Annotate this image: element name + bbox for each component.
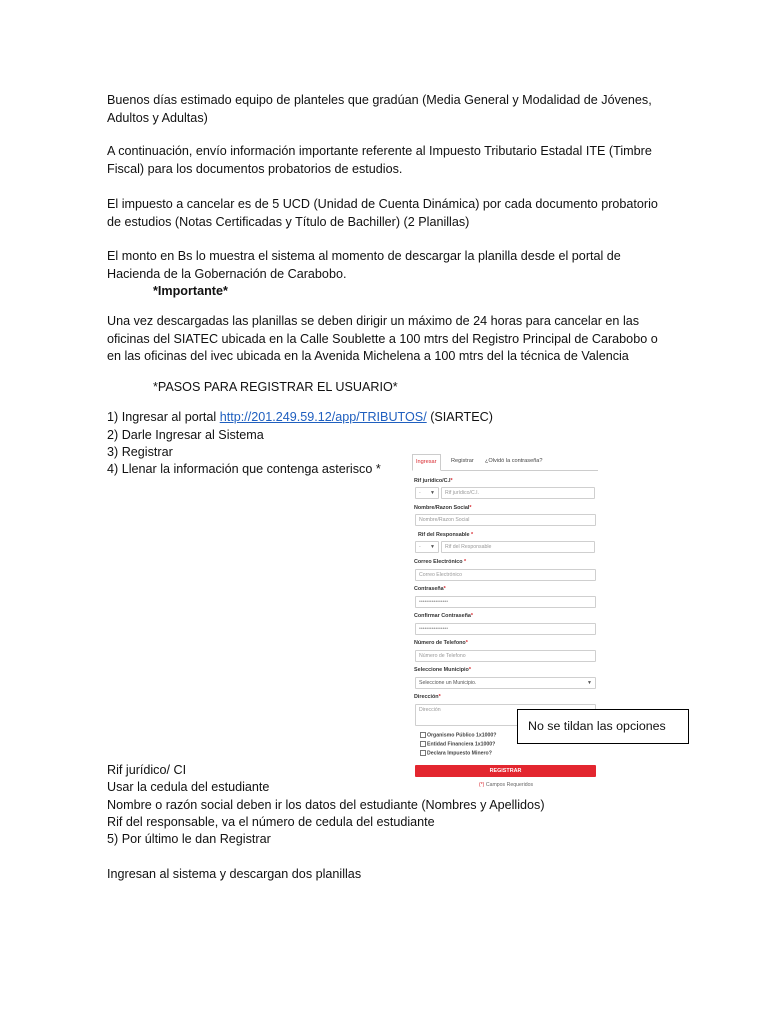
step1-prefix: 1) Ingresar al portal — [107, 410, 220, 424]
chevron-down-icon: ▼ — [430, 490, 435, 496]
checkbox-organismo[interactable]: Organismo Público 1x1000? — [420, 732, 496, 738]
label-confirm-password: Confirmar Contraseña* — [414, 613, 474, 619]
label-direccion: Dirección* — [414, 694, 441, 700]
responsable-type-select[interactable]: - ▼ — [415, 541, 439, 553]
paragraph-greeting: Buenos días estimado equipo de planteles que gradúan (Media General y Modalidad de Jóvenes, Adultos y Adultas) — [107, 93, 652, 125]
portal-link[interactable]: http://201.249.59.12/app/TRIBUTOS/ — [219, 410, 427, 424]
label-correo: Correo Electrónico * — [414, 559, 467, 565]
chevron-down-icon: ▼ — [430, 544, 435, 550]
register-button[interactable]: REGISTRAR — [415, 765, 596, 777]
phone-field[interactable]: Número de Telefono — [415, 650, 596, 662]
paragraph-amount: El monto en Bs lo muestra el sistema al momento de descargar la planilla desde el portal de Hacienda de la Gobernación de Carabobo. — [107, 249, 621, 281]
label-password: Contraseña* — [414, 586, 446, 592]
step-3: 3) Registrar — [107, 445, 173, 459]
tab-forgot-password[interactable]: ¿Olvidó la contraseña? — [485, 458, 543, 464]
tab-registrar[interactable]: Registrar — [451, 458, 474, 464]
important-heading: *Importante* — [153, 284, 228, 298]
paragraph-intro: A continuación, envío información importante referente al Impuesto Tributario Estadal ITE (Timbre Fiscal) para los documentos probatorios de estudios. — [107, 144, 652, 176]
label-rif: Rif jurídico/C.I* — [414, 478, 453, 484]
nombre-input[interactable]: Nombre/Razon Social — [415, 514, 596, 526]
final-note: Ingresan al sistema y descargan dos planillas — [107, 867, 362, 881]
paragraph-tax: El impuesto a cancelar es de 5 UCD (Unidad de Cuenta Dinámica) por cada documento probatorio de estudios (Notas Certificadas y Título de Bachiller) (2 Planillas) — [107, 197, 658, 229]
label-municipio: Seleccione Municipio* — [414, 667, 471, 673]
steps-title: *PASOS PARA REGISTRAR EL USUARIO* — [153, 380, 398, 394]
note-cedula: Usar la cedula del estudiante — [107, 780, 270, 794]
label-telefono: Número de Telefono* — [414, 640, 468, 646]
label-nombre: Nombre/Razon Social* — [414, 505, 472, 511]
address-textarea[interactable]: Dirección — [415, 704, 596, 726]
note-nombre: Nombre o razón social deben ir los datos del estudiante (Nombres y Apellidos) — [107, 798, 545, 812]
rif-input[interactable]: Rif jurídico/C.I. — [441, 487, 595, 499]
step-4: 4) Llenar la información que contenga asterisco * — [107, 462, 381, 476]
confirm-password-field[interactable]: •••••••••••••••• — [415, 623, 596, 635]
checkbox-entidad[interactable]: Entidad Financiera 1x1000? — [420, 741, 495, 747]
step1-suffix: (SIARTEC) — [426, 410, 493, 424]
password-field[interactable]: •••••••••••••••• — [415, 596, 596, 608]
step-1 — [107, 409, 667, 427]
step-2: 2) Darle Ingresar al Sistema — [107, 428, 264, 442]
responsable-input[interactable]: Rif del Responsable — [441, 541, 595, 553]
label-responsable: Rif del Responsable * — [418, 532, 474, 538]
rif-type-select[interactable]: - ▼ — [415, 487, 439, 499]
form-tabs — [412, 452, 598, 471]
checkbox-minero[interactable]: Declara Impuesto Minero? — [420, 750, 492, 756]
email-field[interactable]: Correo Electrónico — [415, 569, 596, 581]
tab-ingresar[interactable]: Ingresar — [412, 454, 441, 471]
note-rif: Rif jurídico/ CI — [107, 763, 187, 777]
callout-box: No se tildan las opciones — [517, 709, 689, 744]
municipio-select[interactable]: Seleccione un Municipio. ▼ — [415, 677, 596, 689]
note-rif-responsable: Rif del responsable, va el número de cedula del estudiante — [107, 815, 435, 829]
required-fields-note: (*) Campos Requeridos — [478, 782, 534, 788]
paragraph-deadline: Una vez descargadas las planillas se deben dirigir un máximo de 24 horas para cancelar en las oficinas del SIATEC ubicada en la Calle Soublette a 100 mtrs del Registro Principal de Carabobo o en las oficinas del ivec ubicada en la Avenida Michelena a 100 mtrs del la técnica de Valencia — [107, 314, 658, 363]
step-5: 5) Por último le dan Registrar — [107, 832, 271, 846]
chevron-down-icon: ▼ — [587, 680, 592, 686]
